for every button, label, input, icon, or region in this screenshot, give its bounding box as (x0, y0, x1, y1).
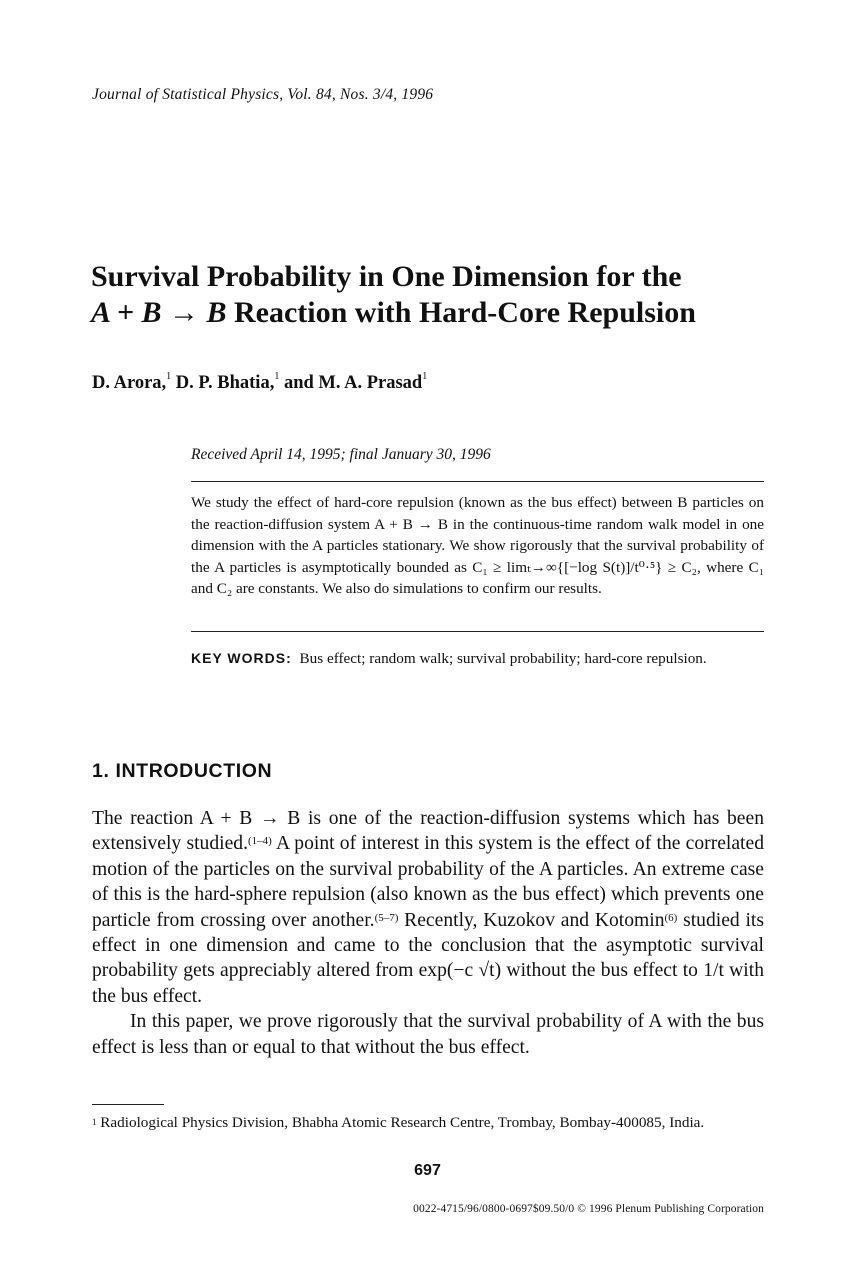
author-list (92, 373, 427, 394)
affiliation-mark: 1 (166, 371, 172, 382)
citation: (1–4) (247, 835, 272, 848)
footnote-text: Radiological Physics Division, Bhabha Atomic Research Centre, Trombay, Bombay-400085, India. (96, 1114, 705, 1131)
keywords-label: KEY WORDS: (191, 650, 292, 666)
abstract-top-rule (191, 481, 764, 482)
keywords (191, 648, 764, 669)
body-text (92, 806, 764, 1060)
abstract-bottom-rule (191, 631, 764, 632)
footnote (92, 1112, 772, 1133)
author-bhatia: D. P. Bhatia, (175, 373, 275, 393)
title-rest: Reaction with Hard-Core Repulsion (226, 296, 696, 329)
author-arora: D. Arora, (92, 373, 167, 393)
abstract: We study the effect of hard-core repulsion (known as the bus effect) between B particles on the reaction-diffusion system A + B → B in the continuous-time random walk model in one dimension with the A particles stationary. We show rigorously that the survival probability of the A particles is asymptotically bounded as C₁ ≥ limₜ→∞{[−log S(t)]/t⁰·⁵} ≥ C₂, where C₁ and C₂ are constants. We also do simulations to confirm our results. (191, 494, 764, 598)
paper-title (91, 259, 791, 331)
author-prasad: and M. A. Prasad (283, 373, 423, 393)
paragraph: In this paper, we prove rigorously that the survival probability of A with the bus effect is less than or equal to that without the bus effect. (92, 1011, 764, 1058)
journal-citation: Journal of Statistical Physics, Vol. 84, Nos. 3/4, 1996 (92, 86, 434, 103)
text-run: studied its effect in one dimension and came to the conclusion that the asymptotic survival probability gets appreciably altered from exp(−c √t) without the bus effect to 1/t with the bus effect. (92, 909, 764, 1007)
paragraph (92, 806, 764, 1009)
citation: (5–7) (374, 911, 399, 924)
footnote-mark: 1 (92, 1117, 97, 1127)
copyright-line: 0022-4715/96/0800-0697$09.50/0 © 1996 Plenum Publishing Corporation (413, 1203, 764, 1215)
text-run: Recently, Kuzokov and Kotomin (398, 909, 665, 931)
keywords-text: Bus effect; random walk; survival probability; hard-core repulsion. (299, 650, 707, 667)
page-number: 697 (414, 1162, 441, 1179)
received-dates: Received April 14, 1995; final January 30, 1996 (191, 446, 491, 463)
affiliation-mark: 1 (422, 371, 428, 382)
affiliation-mark: 1 (274, 371, 280, 382)
text-run: The reaction A + B → B is one of the reaction-diffusion systems which has been extensively studied. (92, 808, 764, 855)
footnote-rule (92, 1104, 164, 1105)
title-line-1: Survival Probability in One Dimension for the (91, 260, 682, 293)
title-reaction: A + B → B (91, 296, 227, 329)
citation: (6) (664, 911, 678, 924)
title-line-2 (91, 295, 791, 331)
text-run: A point of interest in this system is the effect of the correlated motion of the particles on the survival probability of the A particles. An extreme case of this is the hard-sphere repulsion (also known as the bus effect) which prevents one particle from crossing over another. (92, 833, 764, 931)
section-heading: 1. INTRODUCTION (92, 760, 273, 782)
